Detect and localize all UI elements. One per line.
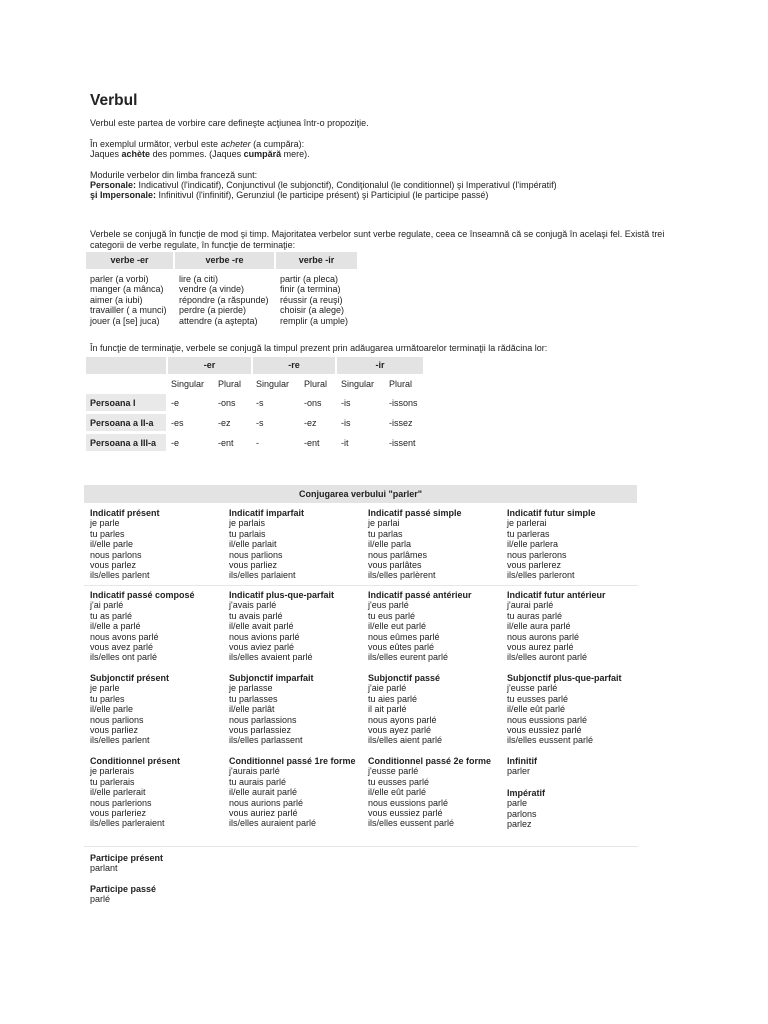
endings-cell: -ent: [218, 438, 234, 448]
endings-cell: -ez: [218, 418, 231, 428]
verb-groups-header-er: verbe -er: [86, 252, 173, 269]
tense-indicatif-imparfait: [229, 508, 304, 581]
tense-subjonctif-present: [90, 673, 169, 746]
verb-form: parlant: [90, 863, 118, 874]
verb-form: il/elle eût parlé: [507, 704, 566, 715]
verb-form: il/elle eût parlé: [368, 787, 427, 798]
verb-form: nous parlerions: [90, 797, 152, 808]
regular-verbs-text-2: categorii de verbe regulate, în funcţie de terminaţie:: [90, 240, 296, 250]
example-sentence-part: mere).: [281, 149, 310, 159]
verb-form: vous parleriez: [90, 808, 147, 819]
endings-intro: În funcţie de terminaţie, verbele se conjugă la timpul prezent prin adăugarea următoarelor terminaţii la rădăcina lor:: [90, 343, 548, 353]
example-line: [90, 139, 304, 149]
verb-groups-body: [86, 274, 368, 326]
tense-title: Impératif: [507, 787, 546, 798]
verb-form: j'eus parlé: [368, 600, 409, 611]
tense-title: Indicatif passé antérieur: [368, 590, 472, 600]
endings-group-er: -er: [168, 357, 251, 374]
verb-form: j'eusse parlé: [368, 766, 419, 777]
verb-form: j'eusse parlé: [507, 683, 558, 694]
verb-form: parlons: [507, 808, 537, 819]
verb-form: nous eussions parlé: [368, 797, 449, 808]
verb-example: choisir (a alege): [280, 305, 345, 316]
tense-title: Indicatif futur antérieur: [507, 590, 606, 600]
verb-example: répondre (a răspunde): [179, 294, 269, 305]
endings-cell: -ent: [304, 438, 320, 448]
verb-form: je parle: [90, 518, 120, 529]
verb-form: il/elle aura parlé: [507, 621, 571, 632]
verb-form: il/elle eut parlé: [368, 621, 427, 632]
example-sentence: [90, 149, 310, 159]
verb-form: je parlai: [368, 518, 400, 529]
tense-title: Subjonctif plus-que-parfait: [507, 673, 622, 683]
verb-form: vous eussiez parlé: [368, 808, 443, 819]
endings-cell: -issons: [389, 398, 418, 408]
verb-form: tu parlerais: [90, 776, 135, 787]
endings-subheader: Plural: [304, 379, 328, 389]
verb-form: ils/elles eussent parlé: [507, 735, 594, 746]
verb-form: ils/elles avaient parlé: [229, 652, 313, 663]
verb-groups-col-ir: [276, 274, 366, 326]
verb-form: nous parlerons: [507, 549, 567, 560]
verb-form: vous parlerez: [507, 560, 562, 571]
verb-form: nous ayons parlé: [368, 714, 437, 725]
verb-form: vous parlassiez: [229, 725, 292, 736]
verb-form: nous eûmes parlé: [368, 631, 440, 642]
tense-title: Infinitif: [507, 756, 537, 766]
tense-title: Subjonctif présent: [90, 673, 170, 683]
verb-form: vous avez parlé: [90, 642, 154, 653]
verb-form: tu parleras: [507, 528, 550, 539]
tense-title: Indicatif présent: [90, 508, 160, 518]
verb-form: nous parlions: [229, 549, 283, 560]
verb-example: jouer (a [se] juca): [90, 315, 160, 326]
verb-form: je parlasse: [229, 683, 273, 694]
verb-form: j'ai parlé: [90, 600, 124, 611]
moods-personal: [90, 180, 557, 190]
verb-form: tu avais parlé: [229, 610, 283, 621]
verb-form: vous parlez: [90, 560, 137, 571]
conjugation-separator: [84, 585, 638, 586]
endings-group-ir: -ir: [337, 357, 423, 374]
verb-form: vous parlâtes: [368, 560, 422, 571]
tense-title: Conditionnel passé 2e forme: [368, 756, 492, 766]
verb-groups-header: [86, 252, 368, 269]
verb-form: tu eus parlé: [368, 610, 416, 621]
verb-form: tu aurais parlé: [229, 776, 287, 787]
verb-groups-header-re: verbe -re: [175, 252, 274, 269]
conjugation-header: Conjugarea verbului "parler": [84, 485, 637, 503]
verb-form: ils/elles parleraient: [90, 818, 165, 829]
verb-form: tu eusses parlé: [368, 776, 430, 787]
verb-form: ils/elles ont parlé: [90, 652, 158, 663]
endings-cell: -s: [256, 418, 264, 428]
verb-form: j'aurais parlé: [229, 766, 280, 777]
tense-subjonctif-passe: [368, 673, 442, 746]
verb-form: j'aurai parlé: [507, 600, 554, 611]
verb-example: vendre (a vinde): [179, 284, 245, 295]
endings-cell: -issent: [389, 438, 416, 448]
endings-row-label: Persoana I: [90, 398, 136, 408]
verb-form: je parlerai: [507, 518, 547, 529]
tense-subjonctif-plus-que-parfait: [507, 673, 622, 746]
verb-example: perdre (a pierde): [179, 305, 247, 316]
regular-verbs-text-1: Verbele se conjugă în funcţie de mod şi timp. Majoritatea verbelor sunt verbe regulate, ceea ce înseamnă că se conjugă în acelaşi fel. Există trei: [90, 229, 665, 239]
verb-form: je parlais: [229, 518, 266, 529]
endings-cell: -ez: [304, 418, 317, 428]
verb-form: nous eussions parlé: [507, 714, 588, 725]
verb-example: parler (a vorbi): [90, 274, 149, 284]
verb-example: attendre (a aştepta): [179, 315, 258, 326]
verb-form: tu parlasses: [229, 693, 278, 704]
verb-form: parlez: [507, 819, 532, 830]
verb-form: ils/elles parlassent: [229, 735, 303, 746]
verb-form: je parle: [90, 683, 120, 694]
endings-subheader: Singular: [171, 379, 205, 389]
endings-subheader: Plural: [389, 379, 413, 389]
tense-title: Conditionnel passé 1re forme: [229, 756, 356, 766]
endings-row-label: Persoana a II-a: [90, 418, 154, 428]
verb-groups-table: [86, 252, 368, 326]
example-suffix: (a cumpăra):: [250, 139, 305, 149]
moods-personal-text: Indicativul (l'indicatif), Conjunctivul (le subjonctif), Condiţionalul (le conditionnel) şi Imperativul (l'impératif): [136, 180, 557, 190]
tense-indicatif-passe-anterieur: [368, 590, 472, 663]
endings-cell: -issez: [389, 418, 413, 428]
endings-cell: -e: [171, 438, 180, 448]
tense-indicatif-futur-anterieur: [507, 590, 606, 663]
example-verb: acheter: [220, 139, 251, 149]
verb-form: parler: [507, 766, 531, 777]
verb-example: partir (a pleca): [280, 274, 339, 284]
moods-impersonal-label: şi Impersonale:: [90, 190, 157, 200]
endings-cell: -ons: [304, 398, 322, 408]
endings-cell: -is: [341, 418, 351, 428]
example-sentence-verb-ro: cumpără: [243, 149, 282, 159]
verb-example: travailler ( a munci): [90, 305, 167, 316]
verb-groups-col-re: [175, 274, 274, 326]
verb-form: tu eusses parlé: [507, 693, 569, 704]
tense-title: Subjonctif imparfait: [229, 673, 314, 683]
verb-form: nous aurions parlé: [229, 797, 304, 808]
verb-form: j'avais parlé: [229, 600, 277, 611]
endings-group-re: -re: [253, 357, 335, 374]
verb-form: vous ayez parlé: [368, 725, 432, 736]
verb-form: nous parlions: [90, 714, 144, 725]
endings-cell: -is: [341, 398, 351, 408]
tense-title: Participe présent: [90, 853, 164, 863]
verb-form: vous parliez: [90, 725, 139, 736]
verb-form: ils/elles eussent parlé: [368, 818, 455, 829]
verb-form: il/elle parlait: [229, 539, 277, 550]
verb-form: il ait parlé: [368, 704, 407, 715]
tense-title: Subjonctif passé: [368, 673, 441, 683]
example-sentence-part: Jaques: [90, 149, 122, 159]
verb-example: lire (a citi): [179, 274, 219, 284]
tense-indicatif-passe-simple: [368, 508, 462, 581]
verb-form: tu parles: [90, 693, 125, 704]
verb-form: il/elle parlera: [507, 539, 559, 550]
verb-form: vous aurez parlé: [507, 642, 574, 653]
verb-form: ils/elles parlaient: [229, 570, 296, 581]
verb-form: j'aie parlé: [368, 683, 407, 694]
endings-cell: -s: [256, 398, 264, 408]
conjugation-separator: [84, 846, 638, 847]
verb-form: je parlerais: [90, 766, 135, 777]
verb-groups-header-ir: verbe -ir: [276, 252, 357, 269]
verb-example: remplir (a umple): [280, 315, 349, 326]
verb-form: nous avons parlé: [90, 631, 159, 642]
verb-example: aimer (a iubi): [90, 294, 143, 305]
verb-form: tu as parlé: [90, 610, 133, 621]
tense-indicatif-present: [90, 508, 160, 581]
verb-form: vous auriez parlé: [229, 808, 298, 819]
verb-form: ils/elles parlent: [90, 570, 150, 581]
endings-subheader: Singular: [341, 379, 375, 389]
endings-row-label: Persoana a III-a: [90, 438, 157, 448]
verb-form: nous aurons parlé: [507, 631, 580, 642]
tense-infinitif-imperatif: [507, 756, 545, 829]
endings-cell: -es: [171, 418, 184, 428]
endings-cell: -it: [341, 438, 349, 448]
verb-groups-col-er: [86, 274, 173, 326]
tense-subjonctif-imparfait: [229, 673, 314, 746]
tense-conditionnel-passe-2: [368, 756, 491, 829]
verb-form: il/elle parlerait: [90, 787, 146, 798]
endings-corner-cell: [86, 357, 166, 374]
verb-form: il/elle parlât: [229, 704, 275, 715]
verb-form: il/elle a parlé: [90, 621, 141, 632]
endings-cell: -: [256, 438, 259, 448]
verb-form: il/elle parle: [90, 539, 134, 550]
verb-form: ils/elles auront parlé: [507, 652, 588, 663]
moods-intro: Modurile verbelor din limba franceză sunt:: [90, 170, 258, 180]
verb-form: ils/elles aient parlé: [368, 735, 443, 746]
tense-title: Participe passé: [90, 884, 157, 894]
endings-cell: -ons: [218, 398, 236, 408]
verb-form: ils/elles parlent: [90, 735, 150, 746]
verb-form: nous parlassions: [229, 714, 297, 725]
verb-form: vous eûtes parlé: [368, 642, 435, 653]
verb-form: tu auras parlé: [507, 610, 563, 621]
verb-form: nous parlâmes: [368, 549, 428, 560]
tense-title: Indicatif imparfait: [229, 508, 305, 518]
tense-title: Indicatif futur simple: [507, 508, 596, 518]
definition-text: Verbul este partea de vorbire care defineşte acţiunea într-o propoziţie.: [90, 118, 369, 128]
tense-indicatif-futur-simple: [507, 508, 596, 581]
verb-form: il/elle parla: [368, 539, 412, 550]
verb-form: ils/elles eurent parlé: [368, 652, 449, 663]
verb-form: ils/elles auraient parlé: [229, 818, 317, 829]
verb-form: tu parles: [90, 528, 125, 539]
verb-form: vous aviez parlé: [229, 642, 295, 653]
tense-title: Indicatif passé simple: [368, 508, 462, 518]
participe-present: [90, 853, 163, 874]
verb-example: finir (a termina): [280, 284, 341, 295]
verb-form: il/elle aurait parlé: [229, 787, 298, 798]
verb-form: ils/elles parleront: [507, 570, 575, 581]
endings-cell: -e: [171, 398, 180, 408]
tense-conditionnel-passe-1: [229, 756, 356, 829]
tense-indicatif-passe-compose: [90, 590, 195, 663]
moods-personal-label: Personale:: [90, 180, 137, 190]
verb-form: tu parlais: [229, 528, 266, 539]
tense-indicatif-plus-que-parfait: [229, 590, 334, 663]
verb-form: tu aies parlé: [368, 693, 418, 704]
verb-form: nous parlons: [90, 549, 142, 560]
verb-form: vous parliez: [229, 560, 278, 571]
endings-subheader: Plural: [218, 379, 242, 389]
example-sentence-part: des pommes. (Jaques: [150, 149, 244, 159]
verb-example: réussir (a reuşi): [280, 294, 343, 305]
verb-form: il/elle avait parlé: [229, 621, 294, 632]
tense-title: Indicatif passé composé: [90, 590, 195, 600]
verb-form: il/elle parle: [90, 704, 134, 715]
tense-title: Conditionnel présent: [90, 756, 180, 766]
endings-subheader: Singular: [256, 379, 290, 389]
verb-form: parlé: [90, 894, 111, 905]
page-title: Verbul: [90, 92, 138, 109]
verb-example: manger (a mânca): [90, 284, 164, 295]
moods-impersonal: [90, 190, 488, 200]
tense-conditionnel-present: [90, 756, 180, 829]
verb-form: ils/elles parlèrent: [368, 570, 436, 581]
verb-form: tu parlas: [368, 528, 403, 539]
example-prefix: În exemplul următor, verbul este: [90, 139, 221, 149]
moods-impersonal-text: Infinitivul (l'infinitif), Gerunziul (le participe présent) şi Participiul (le participe passé): [156, 190, 489, 200]
verb-form: parle: [507, 798, 528, 809]
participe-passe: [90, 884, 156, 905]
verb-form: vous eussiez parlé: [507, 725, 582, 736]
tense-title: Indicatif plus-que-parfait: [229, 590, 335, 600]
verb-form: nous avions parlé: [229, 631, 300, 642]
example-sentence-verb: achète: [121, 149, 151, 159]
